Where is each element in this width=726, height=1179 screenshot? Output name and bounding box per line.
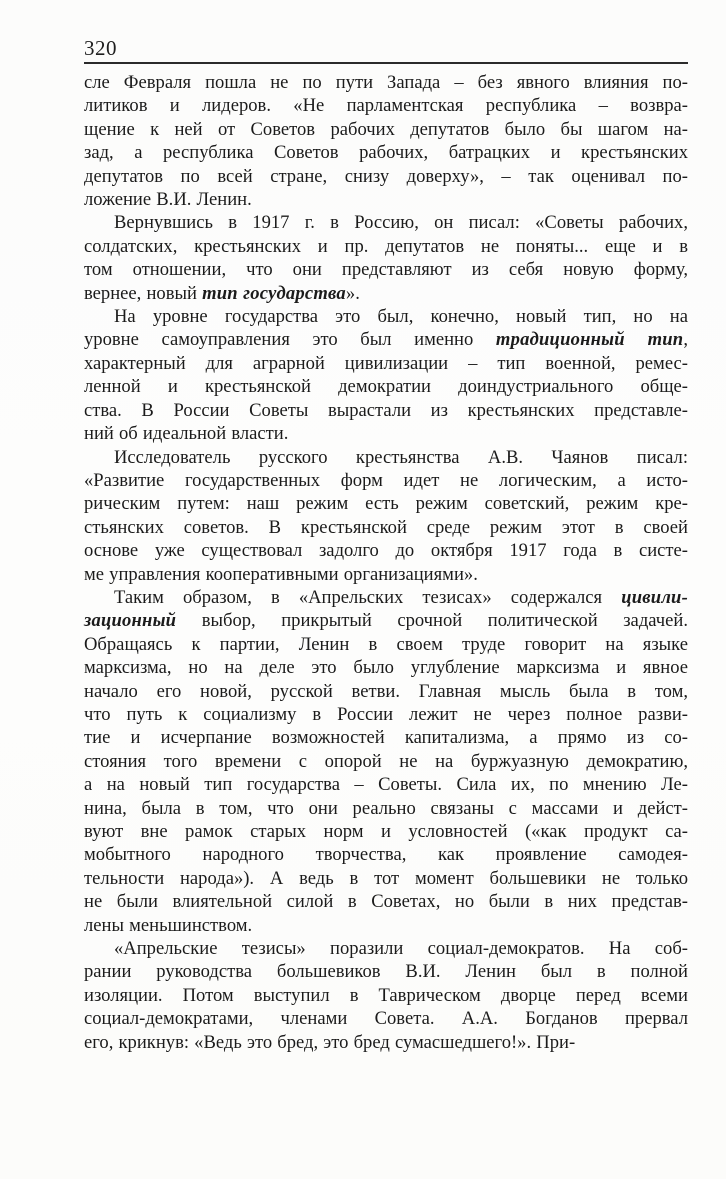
text-line: На уровне государства это был, конечно, новый тип, но на bbox=[114, 306, 688, 328]
text-line: не были влиятельной силой в Советах, но были в них представ- bbox=[84, 891, 688, 913]
text-line: Таким образом, в «Апрельских тезисах» содержался цивили- bbox=[114, 586, 688, 608]
text-line: ленной и крестьянской демократии доиндустриального обще- bbox=[84, 376, 688, 398]
text-line: его, крикнув: «Ведь это бред, это бред сумасшедшего!». При- bbox=[84, 1031, 576, 1053]
paragraph bbox=[84, 586, 688, 937]
text-line: литиков и лидеров. «Не парламентская республика – возвра- bbox=[84, 95, 688, 117]
text-line: щение к ней от Советов рабочих депутатов было бы шагом на- bbox=[84, 118, 688, 140]
paragraph bbox=[84, 446, 688, 586]
text-line: а на новый тип государства – Советы. Сила их, по мнению Ле- bbox=[84, 774, 688, 796]
text-line: стояния того времени с опорой не на буржуазную демократию, bbox=[84, 750, 688, 772]
text-line: солдатских, крестьянских и пр. депутатов не поняты... еще и в bbox=[84, 235, 688, 257]
text-line: уровне самоуправления это был именно традиционный тип, bbox=[84, 329, 689, 351]
text-line: ложение В.И. Ленин. bbox=[84, 189, 252, 211]
text-line: что путь к социализму в России лежит не через полное разви- bbox=[84, 703, 688, 725]
paragraph bbox=[84, 937, 688, 1054]
page-number: 320 bbox=[84, 36, 117, 60]
text-line: характерный для аграрной цивилизации – тип военной, ремес- bbox=[84, 352, 688, 374]
text-line: «Развитие государственных форм идет не логическим, а исто- bbox=[84, 469, 688, 491]
paragraph bbox=[84, 71, 688, 211]
text-line: зад, а республика Советов рабочих, батрацких и крестьянских bbox=[84, 142, 688, 164]
text-line: стьянских советов. В крестьянской среде режим этот в своей bbox=[84, 516, 688, 538]
text-line: изоляции. Потом выступил в Таврическом дворце перед всеми bbox=[84, 984, 688, 1006]
text-line: начало его новой, русской ветви. Главная мысль была в том, bbox=[84, 680, 688, 702]
text-line: тие и исчерпание возможностей капитализма, а прямо из со- bbox=[84, 727, 688, 749]
text-line: «Апрельские тезисы» поразили социал-демократов. На соб- bbox=[114, 938, 688, 960]
text-line: вуют вне рамок старых норм и условностей («как продукт са- bbox=[84, 821, 688, 842]
text-line: вернее, новый тип государства». bbox=[84, 282, 360, 304]
text-line: основе уже существовал задолго до октября 1917 года в систе- bbox=[84, 540, 688, 562]
text-line: социал-демократами, членами Совета. А.А. Богданов прервал bbox=[84, 1008, 688, 1030]
text-line: ства. В России Советы вырастали из крестьянских представле- bbox=[84, 399, 688, 421]
paragraph bbox=[84, 211, 688, 305]
text-line: сле Февраля пошла не по пути Запада – без явного влияния по- bbox=[84, 72, 688, 93]
header-rule bbox=[84, 62, 688, 64]
page-header bbox=[84, 36, 688, 64]
text-line: марксизма, но на деле это было углубление марксизма и явное bbox=[84, 657, 688, 679]
text-line: лены меньшинством. bbox=[84, 914, 253, 936]
text-line: депутатов по всей стране, снизу доверху», – так оценивал по- bbox=[84, 165, 688, 187]
text-line: Вернувшись в 1917 г. в Россию, он писал: «Советы рабочих, bbox=[114, 212, 688, 234]
text-line: нина, была в том, что они реально связаны с массами и дейст- bbox=[84, 797, 688, 819]
text-line: тельности народа»). А ведь в тот момент большевики не только bbox=[84, 867, 688, 889]
text-line: том отношении, что они представляют из себя новую форму, bbox=[84, 259, 688, 281]
text-line: рическим путем: наш режим есть режим советский, режим кре- bbox=[84, 493, 688, 515]
text-line: рании руководства большевиков В.И. Ленин был в полной bbox=[84, 961, 688, 983]
text-column bbox=[84, 71, 688, 1054]
text-line: Обращаясь к партии, Ленин в своем труде говорит на языке bbox=[84, 633, 688, 655]
text-line: ме управления кооперативными организациями». bbox=[84, 563, 478, 585]
text-line: зационный выбор, прикрытый срочной политической задачей. bbox=[84, 610, 688, 632]
text-line: ний об идеальной власти. bbox=[84, 423, 289, 445]
paragraph bbox=[84, 305, 688, 445]
text-line: мобытного народного творчества, как проявление самодея- bbox=[84, 844, 688, 866]
text-line: Исследователь русского крестьянства А.В. Чаянов писал: bbox=[114, 446, 688, 468]
